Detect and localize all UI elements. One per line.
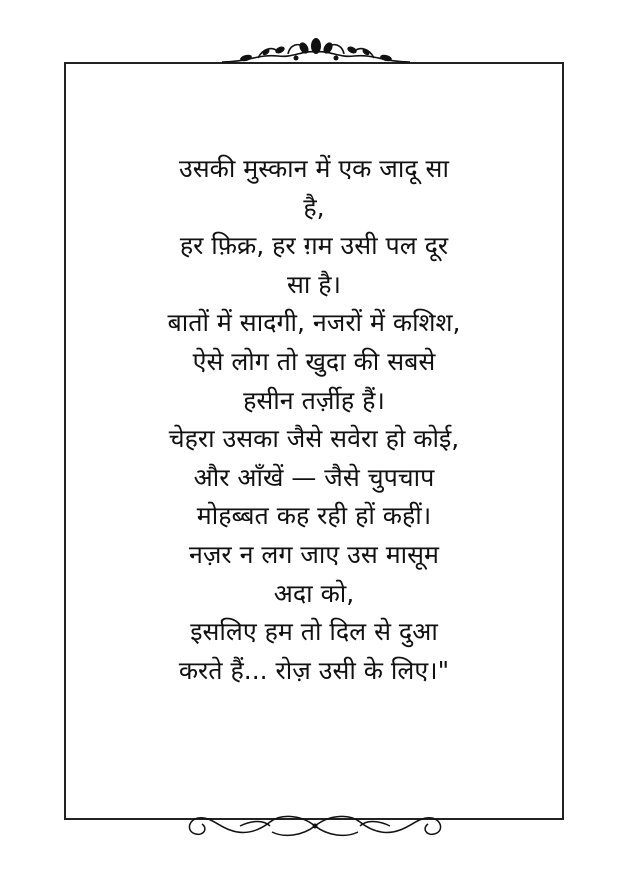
poem-line: इसलिए हम तो दिल से दुआ — [190, 617, 438, 647]
poem-line: मोहब्बत कह रही हों कहीं। — [196, 501, 432, 531]
poem-line: और आँखें — जैसे चुपचाप — [193, 462, 435, 492]
floral-flourish-icon — [218, 32, 414, 72]
poem-line: चेहरा उसका जैसे सवेरा हो कोई, — [168, 424, 460, 454]
scroll-flourish-icon — [180, 806, 450, 846]
poem-line: नज़र न लग जाए उस मासूम — [188, 539, 439, 569]
poem-line: उसकी मुस्कान में एक जादू सा — [179, 154, 449, 183]
poem-line: हसीन तर्ज़ीह हैं। — [243, 385, 385, 415]
poem-line: सा है। — [286, 269, 342, 299]
poem-line: हर फ़िक्र, हर ग़म उसी पल दूर — [179, 231, 449, 261]
poem-line: करते हैं... रोज़ उसी के लिए।" — [178, 655, 450, 685]
poem-line: है, — [303, 192, 325, 222]
poem-text — [64, 150, 564, 690]
poem-line: ऐसे लोग तो खुदा की सबसे — [192, 346, 436, 376]
poem-line: अदा को, — [273, 578, 355, 608]
poem-line: बातों में सादगी, नजरों में कशिश, — [167, 308, 461, 338]
